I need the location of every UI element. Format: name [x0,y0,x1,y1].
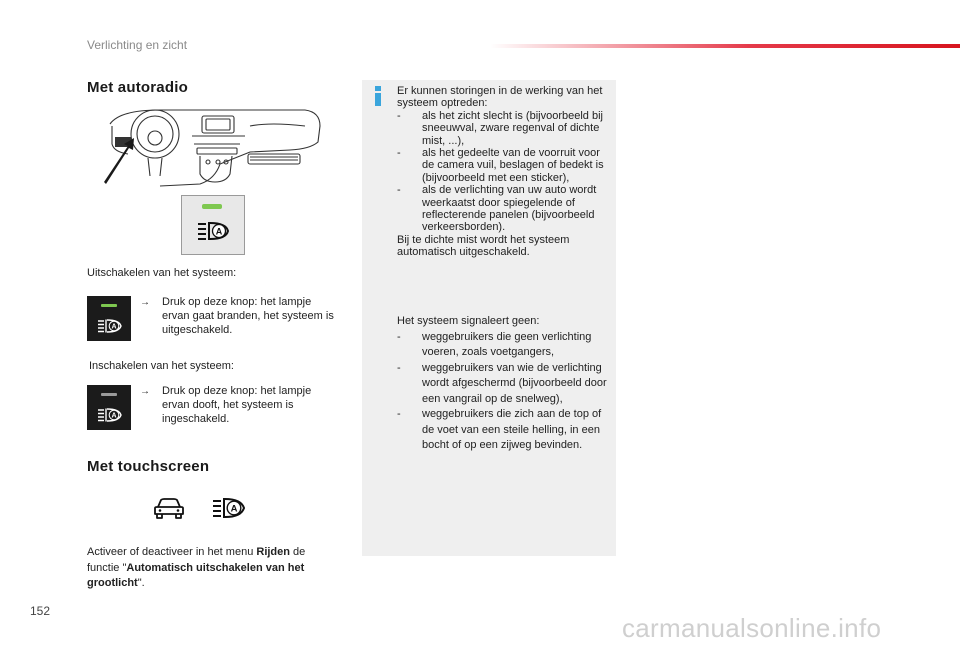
auto-high-beam-icon [97,318,123,334]
dash: - [397,147,401,160]
button-zoom-panel [181,195,245,255]
svg-text:A: A [111,323,117,331]
signal-list-item [397,330,611,361]
touchscreen-instruction [87,545,337,592]
touchscreen-text-2: de functie " [87,546,306,574]
button-lamp-on [87,296,131,341]
info-malfunctions [397,85,611,259]
touchscreen-text-1: Activeer of deactiveer in het menu [87,546,257,558]
on-instruction [140,384,340,426]
info-list-item [397,184,611,234]
signal-item-text: weggebruikers die zich aan de top of de voet van een steile helling, in een bocht of op een zijweg bevinden. [422,408,602,451]
signal-list-item [397,407,611,454]
info-signal [397,314,611,454]
on-instruction-text: Druk op deze knop: het lampje ervan dooft, het systeem is ingeschakeld. [162,385,312,425]
off-instruction-text: Druk op deze knop: het lampje ervan gaat branden, het systeem is uitgeschakeld. [162,296,334,336]
info-intro: Er kunnen storingen in de werking van het systeem optreden: [397,85,603,110]
info-item-text: als de verlichting van uw auto wordt weerkaatst door spiegelende of reflecterende panelen (bijvoorbeeld verkeersborden). [422,184,597,234]
off-label: Uitschakelen van het systeem: [87,267,237,279]
indicator-lamp-off [101,393,117,396]
info-list-item [397,110,611,147]
signal-list-item [397,361,611,408]
svg-text:A: A [215,226,223,237]
signal-item-text: weggebruikers die geen verlichting voeren, zoals voetgangers, [422,330,592,358]
info-icon [372,86,384,106]
touchscreen-text-3: ". [137,577,145,589]
dash: - [397,330,401,343]
section-heading-autoradio: Met autoradio [87,79,188,96]
dash: - [397,408,401,420]
page-number: 152 [30,604,51,618]
signal-intro: Het systeem signaleert geen: [397,315,540,327]
indicator-lamp-on [202,204,222,209]
dashboard-illustration [100,104,325,189]
arrow-bullet-icon: → [140,386,150,397]
on-label: Inschakelen van het systeem: [89,360,234,372]
function-name: Automatisch uitschakelen van het grootlicht [87,561,305,589]
watermark: carmanualsonline.info [622,613,882,643]
dash: - [397,361,401,374]
menu-name-rijden: Rijden [256,546,290,558]
signal-item-text: weggebruikers van wie de verlichting wordt afgeschermd (bijvoorbeeld door een vangrail op de snelweg), [422,361,607,405]
button-lamp-off [87,385,131,430]
dash: - [397,184,401,197]
info-list-item [397,147,611,184]
section-heading-touchscreen: Met touchscreen [87,458,210,475]
auto-high-beam-icon [196,220,232,242]
indicator-lamp-on [101,304,117,307]
dash: - [397,109,401,122]
car-icon [152,497,186,521]
auto-high-beam-icon [97,407,123,423]
arrow-bullet-icon: → [140,297,150,308]
auto-high-beam-icon [211,496,247,520]
svg-text:A: A [230,503,238,515]
info-item-text: als het zicht slecht is (bijvoorbeeld bij sneeuwval, zware regenval of dichte mist, ...), [422,109,603,147]
svg-text:A: A [111,412,117,420]
off-instruction [140,295,340,337]
info-outro: Bij te dichte mist wordt het systeem automatisch uitgeschakeld. [397,233,570,259]
chapter-title: Verlichting en zicht [87,38,188,52]
info-item-text: als het gedeelte van de voorruit voor de camera vuil, beslagen of bedekt is (bijvoorbeeld met een sticker), [422,147,604,184]
header-accent-bar [490,44,960,48]
